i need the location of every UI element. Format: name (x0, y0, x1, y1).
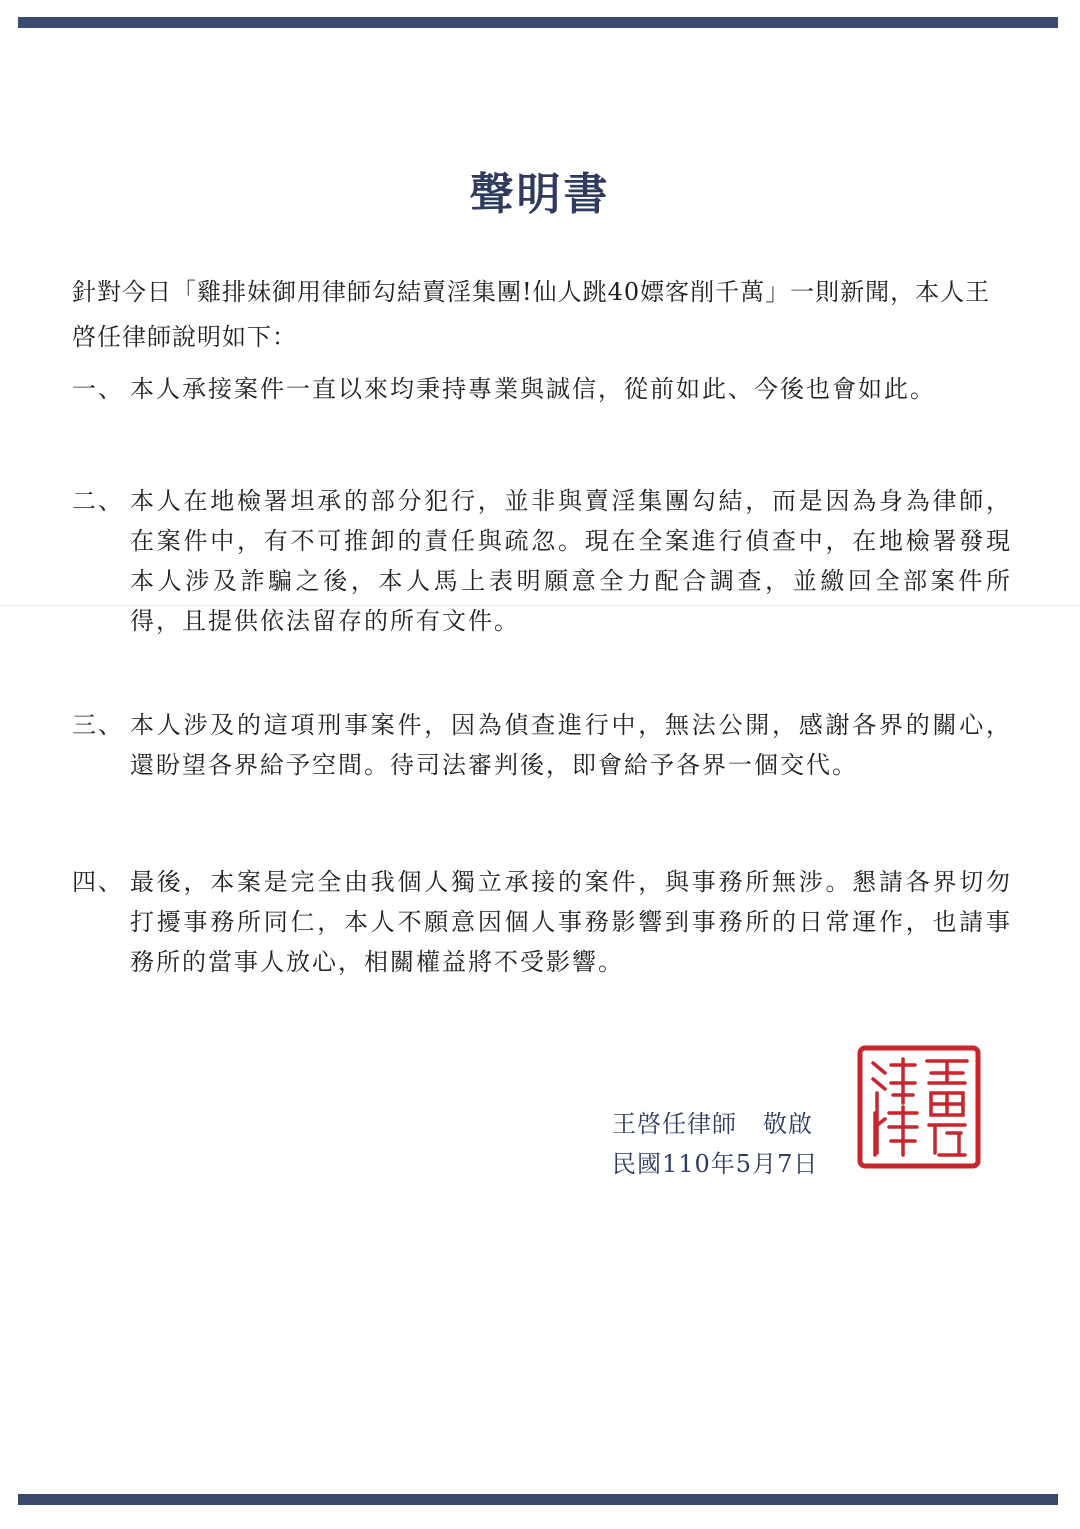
item-number: 一、 (72, 375, 124, 403)
bottom-border-rule (18, 1494, 1058, 1505)
top-border-rule (18, 17, 1058, 28)
item-number: 四、 (72, 868, 124, 896)
seal-script-strokes (873, 1059, 967, 1155)
item-number: 二、 (72, 487, 124, 515)
intro-paragraph: 針對今日「雞排妹御用律師勾結賣淫集團!仙人跳40嫖客削千萬」一則新聞，本人王啓任律師說明如下： (72, 278, 991, 351)
signer-name: 王啓任律師 (612, 1110, 737, 1138)
item-text: 本人涉及的這項刑事案件，因為偵查進行中，無法公開，感謝各界的關心，還盼望各界給予空間。待司法審判後，即會給予各界一個交代。 (130, 711, 1012, 779)
statement-item-3 (72, 705, 1012, 785)
statement-item-2 (72, 481, 1012, 641)
signature-block (612, 1104, 818, 1184)
item-text: 最後，本案是完全由我個人獨立承接的案件，與事務所無涉。懇請各界切勿打擾事務所同仁，本人不願意因個人事務影響到事務所的日常運作，也請事務所的當事人放心，相關權益將不受影響。 (130, 868, 1012, 976)
lawyer-seal-stamp (855, 1043, 983, 1171)
item-number: 三、 (72, 711, 124, 739)
signature-date: 民國110年5月7日 (612, 1150, 819, 1178)
statement-item-4 (72, 862, 1012, 982)
item-text: 本人承接案件一直以來均秉持專業與誠信，從前如此、今後也會如此。 (130, 375, 936, 403)
signature-line (612, 1104, 818, 1144)
item-text: 本人在地檢署坦承的部分犯行，並非與賣淫集團勾結，而是因為身為律師，在案件中，有不可推卸的責任與疏忽。現在全案進行偵查中，在地檢署發現本人涉及詐騙之後，本人馬上表明願意全力配合調查，並繳回全部案件所得，且提供依法留存的所有文件。 (130, 487, 1012, 635)
signature-closing: 敬啟 (763, 1110, 813, 1138)
statement-item-1 (72, 369, 1012, 409)
document-title: 聲明書 (469, 169, 611, 220)
